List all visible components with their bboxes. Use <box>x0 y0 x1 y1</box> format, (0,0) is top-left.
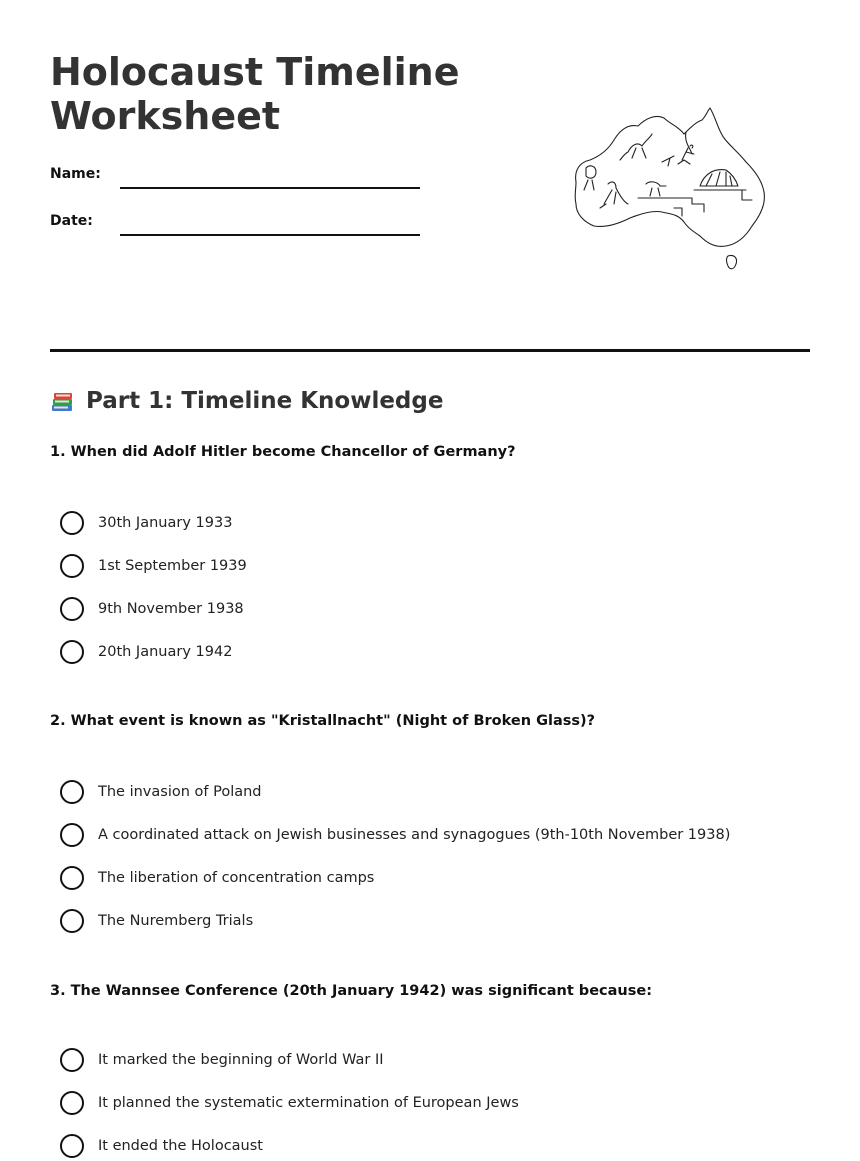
option-label: It planned the systematic extermination of European Jews <box>98 1095 519 1111</box>
option-label: It marked the beginning of World War II <box>98 1052 384 1068</box>
worksheet-title: Holocaust Timeline Worksheet <box>50 50 460 138</box>
option-label: 20th January 1942 <box>98 644 233 660</box>
radio-button[interactable] <box>60 909 84 933</box>
name-field[interactable] <box>120 187 420 189</box>
q1-option-2[interactable] <box>60 553 247 579</box>
q2-option-1[interactable] <box>60 779 262 805</box>
q2-option-4[interactable] <box>60 908 253 934</box>
option-label: 1st September 1939 <box>98 558 247 574</box>
radio-button[interactable] <box>60 511 84 535</box>
q1-option-4[interactable] <box>60 639 232 665</box>
radio-button[interactable] <box>60 554 84 578</box>
q3-option-2[interactable] <box>60 1090 519 1116</box>
q2-option-2[interactable] <box>60 822 730 848</box>
radio-button[interactable] <box>60 1048 84 1072</box>
books-icon <box>50 388 76 414</box>
section-heading <box>50 388 443 414</box>
section-divider <box>50 349 810 352</box>
radio-button[interactable] <box>60 866 84 890</box>
option-label: 30th January 1933 <box>98 515 233 531</box>
question-2: 2. What event is known as "Kristallnacht" (Night of Broken Glass)? <box>50 713 596 729</box>
date-field[interactable] <box>120 234 420 236</box>
option-label: The invasion of Poland <box>98 784 262 800</box>
radio-button[interactable] <box>60 1134 84 1158</box>
radio-button[interactable] <box>60 823 84 847</box>
radio-button[interactable] <box>60 1091 84 1115</box>
q1-option-3[interactable] <box>60 596 244 622</box>
option-label: 9th November 1938 <box>98 601 244 617</box>
option-label: The liberation of concentration camps <box>98 870 375 886</box>
date-label: Date: <box>50 213 93 229</box>
name-label: Name: <box>50 166 101 182</box>
option-label: A coordinated attack on Jewish businesses and synagogues (9th-10th November 1938) <box>98 827 731 843</box>
question-3: 3. The Wannsee Conference (20th January 1942) was significant because: <box>50 983 652 999</box>
question-1: 1. When did Adolf Hitler become Chancellor of Germany? <box>50 444 516 460</box>
section-heading-text: Part 1: Timeline Knowledge <box>86 388 444 414</box>
radio-button[interactable] <box>60 780 84 804</box>
q3-option-3[interactable] <box>60 1133 263 1159</box>
q1-option-1[interactable] <box>60 510 232 536</box>
q3-option-1[interactable] <box>60 1047 384 1073</box>
option-label: It ended the Holocaust <box>98 1138 263 1154</box>
radio-button[interactable] <box>60 640 84 664</box>
option-label: The Nuremberg Trials <box>98 913 254 929</box>
q2-option-3[interactable] <box>60 865 374 891</box>
radio-button[interactable] <box>60 597 84 621</box>
australia-map-icon <box>566 104 772 274</box>
